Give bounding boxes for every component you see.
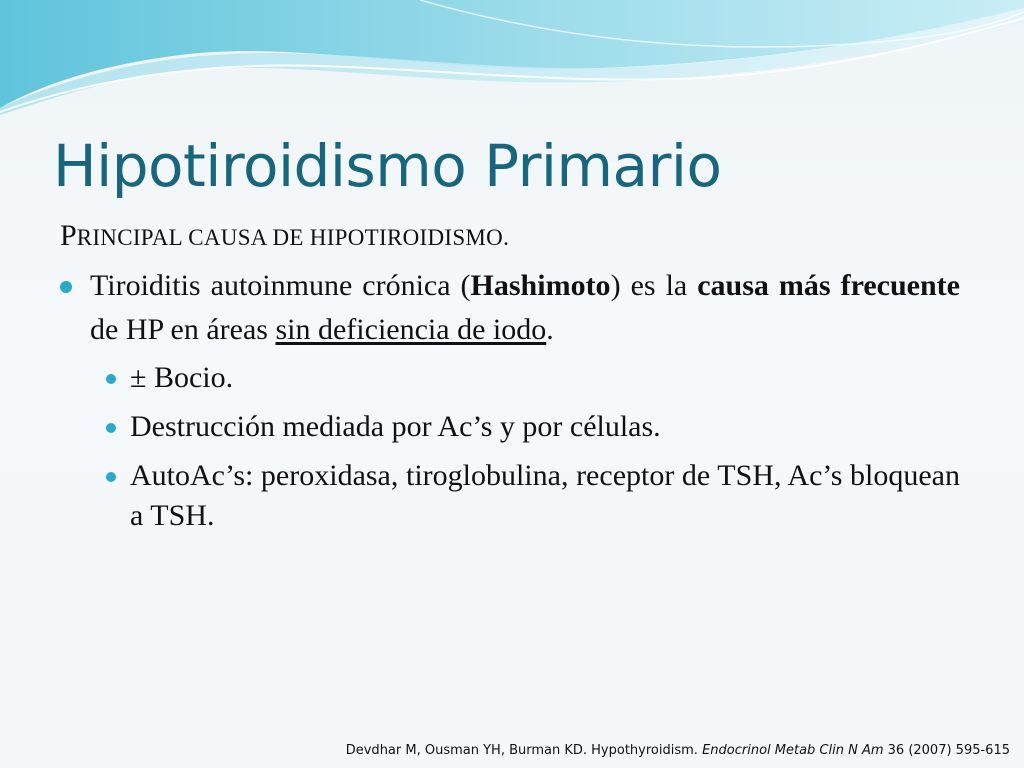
sub-bullet-dot-icon (106, 374, 116, 384)
sub-bullet (60, 407, 960, 447)
citation-details: 36 (2007) 595-615 (883, 743, 1010, 758)
bullet-underlined-text: sin deficiencia de iodo (275, 313, 547, 346)
citation-journal: Endocrinol Metab Clin N Am (702, 743, 884, 758)
sub-bullet-dot-icon (106, 472, 116, 482)
lead-heading (60, 214, 960, 260)
bullet-text-2: ) es la (610, 269, 698, 302)
lead-first-letter: P (60, 219, 77, 252)
sub-bullet-list (60, 358, 960, 536)
bullet-bold-hashimoto: Hashimoto (470, 269, 611, 302)
sub-bullet-text: ± Bocio. (130, 361, 234, 394)
slide-body (60, 214, 960, 545)
lead-rest: RINCIPAL CAUSA DE HIPOTIROIDISMO. (76, 225, 510, 250)
bullet-bold-cause: causa más frecuente (697, 269, 960, 302)
sub-bullet-text: AutoAc’s: peroxidasa, tiroglobulina, receptor de TSH, Ac’s bloquean a TSH. (130, 459, 960, 532)
slide-title: Hipotiroidismo Primario (53, 132, 722, 200)
citation-authors: Devdhar M, Ousman YH, Burman KD. Hypothyroidism. (345, 743, 703, 758)
bullet-text-3: de HP en áreas (90, 313, 276, 346)
sub-bullet-text: Destrucción mediada por Ac’s y por células. (130, 410, 661, 443)
sub-bullet-dot-icon (106, 423, 116, 433)
main-bullet (60, 264, 960, 352)
bullet-text-1: Tiroiditis autoinmune crónica ( (90, 269, 471, 302)
sub-bullet (60, 456, 960, 536)
header-wave-decoration (0, 0, 1024, 120)
bullet-text-4: . (546, 313, 554, 346)
citation-footer (346, 743, 1010, 758)
sub-bullet (60, 358, 960, 398)
bullet-dot-icon (60, 281, 72, 293)
